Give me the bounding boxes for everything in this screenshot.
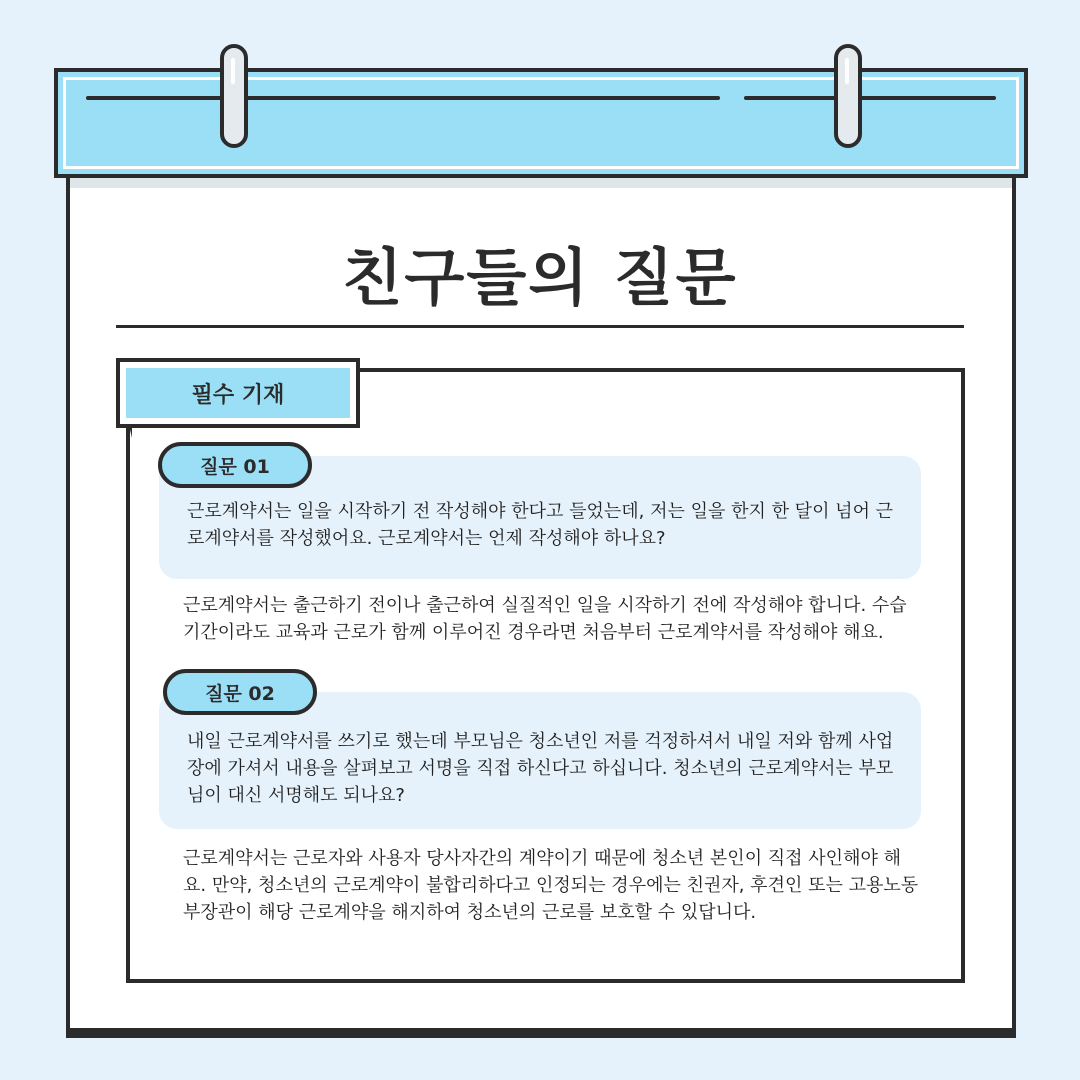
section-tab xyxy=(116,358,360,428)
header-inner-border xyxy=(63,77,1019,169)
binder-ring-icon xyxy=(220,44,248,148)
binder-ring-icon xyxy=(834,44,862,148)
answer-text-1: 근로계약서는 출근하기 전이나 출근하여 실질적인 일을 시작하기 전에 작성해야 합니다. 수습 기간이라도 교육과 근로가 함께 이루어진 경우라면 처음부터 근로계약서를 작성해야 해요. xyxy=(183,595,907,643)
board-header-bar xyxy=(54,68,1028,178)
answer-text-2: 근로계약서는 근로자와 사용자 당사자간의 계약이기 때문에 청소년 본인이 직접 사인해야 해요. 만약, 청소년의 근로계약이 불합리하다고 인정되는 경우에는 친권자, 후견인 또는 고용노동부장관이 해당 근로계약을 해지하여 청소년의 근로를 보호할 수 있답니다. xyxy=(183,848,919,923)
section-tab-label: 필수 기재 xyxy=(126,368,350,418)
question-badge-2: 질문 02 xyxy=(163,669,317,715)
hanging-rod-right xyxy=(744,96,996,100)
hanging-rod-left xyxy=(86,96,720,100)
page-title: 친구들의 질문 xyxy=(342,241,738,314)
question-badge-1: 질문 01 xyxy=(158,442,312,488)
question-text-1: 근로계약서는 일을 시작하기 전 작성해야 한다고 들었는데, 저는 일을 한지 한 달이 넘어 근로계약서를 작성했어요. 근로계약서는 언제 작성해야 하나요? xyxy=(187,501,894,549)
question-text-2: 내일 근로계약서를 쓰기로 했는데 부모님은 청소년인 저를 걱정하셔서 내일 저와 함께 사업장에 가셔서 내용을 살펴보고 서명을 직접 하신다고 하십니다. 청소년의 근로계약서는 부모님이 대신 서명해도 되나요? xyxy=(187,731,894,806)
title-divider xyxy=(116,325,964,328)
